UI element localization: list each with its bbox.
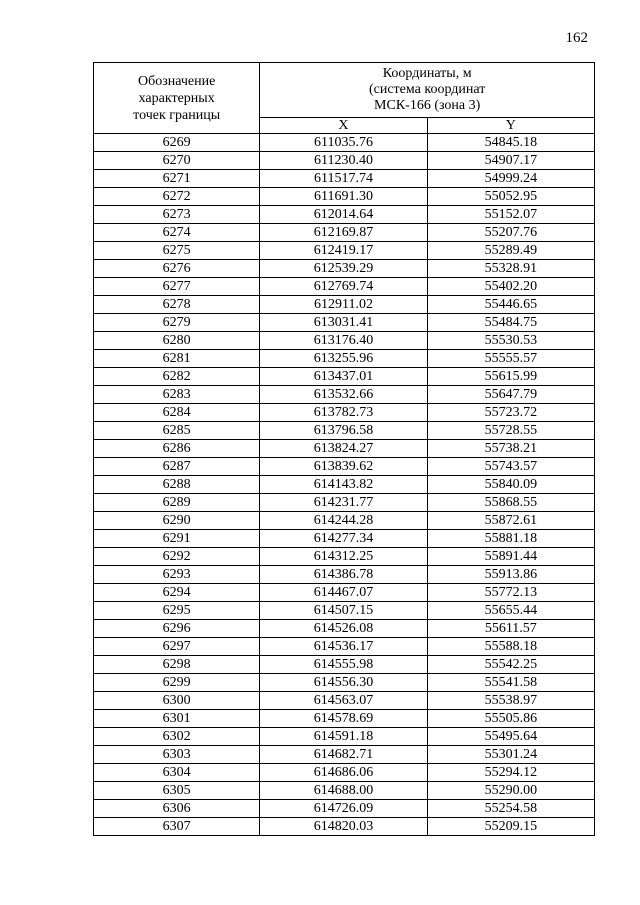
header-coords-line: (система координат <box>368 82 486 97</box>
x-cell: 613824.27 <box>260 440 427 458</box>
table-row <box>94 332 595 350</box>
point-cell: 6269 <box>94 134 260 152</box>
table-row <box>94 602 595 620</box>
x-cell: 614507.15 <box>260 602 427 620</box>
point-cell: 6271 <box>94 170 260 188</box>
y-cell: 55484.75 <box>427 314 594 332</box>
point-cell: 6301 <box>94 710 260 728</box>
point-cell: 6292 <box>94 548 260 566</box>
point-cell: 6293 <box>94 566 260 584</box>
header-coords-line: МСК-166 (зона 3) <box>374 98 481 113</box>
table-row <box>94 188 595 206</box>
y-cell: 55542.25 <box>427 656 594 674</box>
y-cell: 55446.65 <box>427 296 594 314</box>
point-cell: 6283 <box>94 386 260 404</box>
y-cell: 55402.20 <box>427 278 594 296</box>
table-row <box>94 728 595 746</box>
y-cell: 55913.86 <box>427 566 594 584</box>
table-row <box>94 242 595 260</box>
x-cell: 612539.29 <box>260 260 427 278</box>
table-row <box>94 206 595 224</box>
x-cell: 612419.17 <box>260 242 427 260</box>
y-cell: 55881.18 <box>427 530 594 548</box>
x-cell: 613437.01 <box>260 368 427 386</box>
point-cell: 6302 <box>94 728 260 746</box>
header-x: X <box>260 118 427 134</box>
header-point-designation <box>94 63 260 134</box>
table-row <box>94 494 595 512</box>
header-row-top <box>94 63 595 118</box>
point-cell: 6307 <box>94 818 260 836</box>
header-coordinates <box>260 63 595 118</box>
table-row <box>94 386 595 404</box>
x-cell: 613031.41 <box>260 314 427 332</box>
y-cell: 55868.55 <box>427 494 594 512</box>
point-cell: 6298 <box>94 656 260 674</box>
point-cell: 6275 <box>94 242 260 260</box>
point-cell: 6284 <box>94 404 260 422</box>
point-cell: 6286 <box>94 440 260 458</box>
point-cell: 6289 <box>94 494 260 512</box>
table-row <box>94 656 595 674</box>
y-cell: 55254.58 <box>427 800 594 818</box>
x-cell: 611230.40 <box>260 152 427 170</box>
y-cell: 55738.21 <box>427 440 594 458</box>
x-cell: 612911.02 <box>260 296 427 314</box>
table-row <box>94 692 595 710</box>
y-cell: 55615.99 <box>427 368 594 386</box>
header-coords-line: Координаты, м <box>382 66 472 81</box>
y-cell: 55152.07 <box>427 206 594 224</box>
table-row <box>94 260 595 278</box>
y-cell: 55611.57 <box>427 620 594 638</box>
y-cell: 55555.57 <box>427 350 594 368</box>
table-row <box>94 800 595 818</box>
table-row <box>94 746 595 764</box>
point-cell: 6287 <box>94 458 260 476</box>
x-cell: 613255.96 <box>260 350 427 368</box>
y-cell: 55207.76 <box>427 224 594 242</box>
x-cell: 611517.74 <box>260 170 427 188</box>
table-row <box>94 350 595 368</box>
table-body <box>94 134 595 836</box>
point-cell: 6282 <box>94 368 260 386</box>
x-cell: 614578.69 <box>260 710 427 728</box>
y-cell: 55289.49 <box>427 242 594 260</box>
y-cell: 55328.91 <box>427 260 594 278</box>
table-row <box>94 278 595 296</box>
table-row <box>94 440 595 458</box>
x-cell: 613782.73 <box>260 404 427 422</box>
y-cell: 55209.15 <box>427 818 594 836</box>
table-row <box>94 404 595 422</box>
x-cell: 614536.17 <box>260 638 427 656</box>
point-cell: 6294 <box>94 584 260 602</box>
table-row <box>94 152 595 170</box>
x-cell: 614688.00 <box>260 782 427 800</box>
y-cell: 54999.24 <box>427 170 594 188</box>
x-cell: 612014.64 <box>260 206 427 224</box>
x-cell: 614682.71 <box>260 746 427 764</box>
table-row <box>94 512 595 530</box>
table-row <box>94 314 595 332</box>
point-cell: 6304 <box>94 764 260 782</box>
table-row <box>94 818 595 836</box>
x-cell: 612769.74 <box>260 278 427 296</box>
point-cell: 6295 <box>94 602 260 620</box>
x-cell: 614312.25 <box>260 548 427 566</box>
table-row <box>94 566 595 584</box>
y-cell: 55301.24 <box>427 746 594 764</box>
x-cell: 614526.08 <box>260 620 427 638</box>
y-cell: 55530.53 <box>427 332 594 350</box>
table-row <box>94 620 595 638</box>
point-cell: 6290 <box>94 512 260 530</box>
y-cell: 55541.58 <box>427 674 594 692</box>
y-cell: 55052.95 <box>427 188 594 206</box>
y-cell: 55495.64 <box>427 728 594 746</box>
table-row <box>94 584 595 602</box>
point-cell: 6277 <box>94 278 260 296</box>
table-row <box>94 674 595 692</box>
x-cell: 614726.09 <box>260 800 427 818</box>
point-cell: 6270 <box>94 152 260 170</box>
x-cell: 614467.07 <box>260 584 427 602</box>
x-cell: 614555.98 <box>260 656 427 674</box>
x-cell: 611691.30 <box>260 188 427 206</box>
header-point-line: Обозначение <box>137 73 216 89</box>
point-cell: 6288 <box>94 476 260 494</box>
x-cell: 614591.18 <box>260 728 427 746</box>
x-cell: 613532.66 <box>260 386 427 404</box>
x-cell: 614231.77 <box>260 494 427 512</box>
table-header <box>94 63 595 134</box>
y-cell: 55872.61 <box>427 512 594 530</box>
table-row <box>94 764 595 782</box>
y-cell: 55588.18 <box>427 638 594 656</box>
point-cell: 6272 <box>94 188 260 206</box>
point-cell: 6285 <box>94 422 260 440</box>
point-cell: 6278 <box>94 296 260 314</box>
y-cell: 55723.72 <box>427 404 594 422</box>
y-cell: 54907.17 <box>427 152 594 170</box>
x-cell: 614820.03 <box>260 818 427 836</box>
point-cell: 6305 <box>94 782 260 800</box>
y-cell: 55728.55 <box>427 422 594 440</box>
page-number: 162 <box>565 30 588 46</box>
point-cell: 6281 <box>94 350 260 368</box>
table-row <box>94 224 595 242</box>
point-cell: 6303 <box>94 746 260 764</box>
x-cell: 614563.07 <box>260 692 427 710</box>
point-cell: 6296 <box>94 620 260 638</box>
point-cell: 6291 <box>94 530 260 548</box>
y-cell: 55891.44 <box>427 548 594 566</box>
table-row <box>94 422 595 440</box>
table-row <box>94 296 595 314</box>
x-cell: 614277.34 <box>260 530 427 548</box>
point-cell: 6280 <box>94 332 260 350</box>
table-row <box>94 548 595 566</box>
x-cell: 613839.62 <box>260 458 427 476</box>
point-cell: 6273 <box>94 206 260 224</box>
point-cell: 6274 <box>94 224 260 242</box>
table-row <box>94 710 595 728</box>
point-cell: 6297 <box>94 638 260 656</box>
header-point-line: точек границы <box>133 107 221 123</box>
y-cell: 55840.09 <box>427 476 594 494</box>
header-point-line: характерных <box>138 90 215 106</box>
y-cell: 55538.97 <box>427 692 594 710</box>
point-cell: 6276 <box>94 260 260 278</box>
y-cell: 55294.12 <box>427 764 594 782</box>
table-row <box>94 368 595 386</box>
x-cell: 611035.76 <box>260 134 427 152</box>
table-row <box>94 530 595 548</box>
x-cell: 613176.40 <box>260 332 427 350</box>
table-row <box>94 170 595 188</box>
x-cell: 613796.58 <box>260 422 427 440</box>
x-cell: 614556.30 <box>260 674 427 692</box>
point-cell: 6299 <box>94 674 260 692</box>
point-cell: 6279 <box>94 314 260 332</box>
table-row <box>94 782 595 800</box>
point-cell: 6300 <box>94 692 260 710</box>
table-row <box>94 458 595 476</box>
header-y: Y <box>427 118 594 134</box>
y-cell: 55290.00 <box>427 782 594 800</box>
y-cell: 55655.44 <box>427 602 594 620</box>
table-row <box>94 134 595 152</box>
y-cell: 55772.13 <box>427 584 594 602</box>
table-row <box>94 638 595 656</box>
y-cell: 55505.86 <box>427 710 594 728</box>
y-cell: 55743.57 <box>427 458 594 476</box>
x-cell: 614244.28 <box>260 512 427 530</box>
point-cell: 6306 <box>94 800 260 818</box>
x-cell: 614686.06 <box>260 764 427 782</box>
x-cell: 614386.78 <box>260 566 427 584</box>
y-cell: 54845.18 <box>427 134 594 152</box>
table-row <box>94 476 595 494</box>
x-cell: 614143.82 <box>260 476 427 494</box>
y-cell: 55647.79 <box>427 386 594 404</box>
coordinates-table <box>93 62 595 836</box>
x-cell: 612169.87 <box>260 224 427 242</box>
